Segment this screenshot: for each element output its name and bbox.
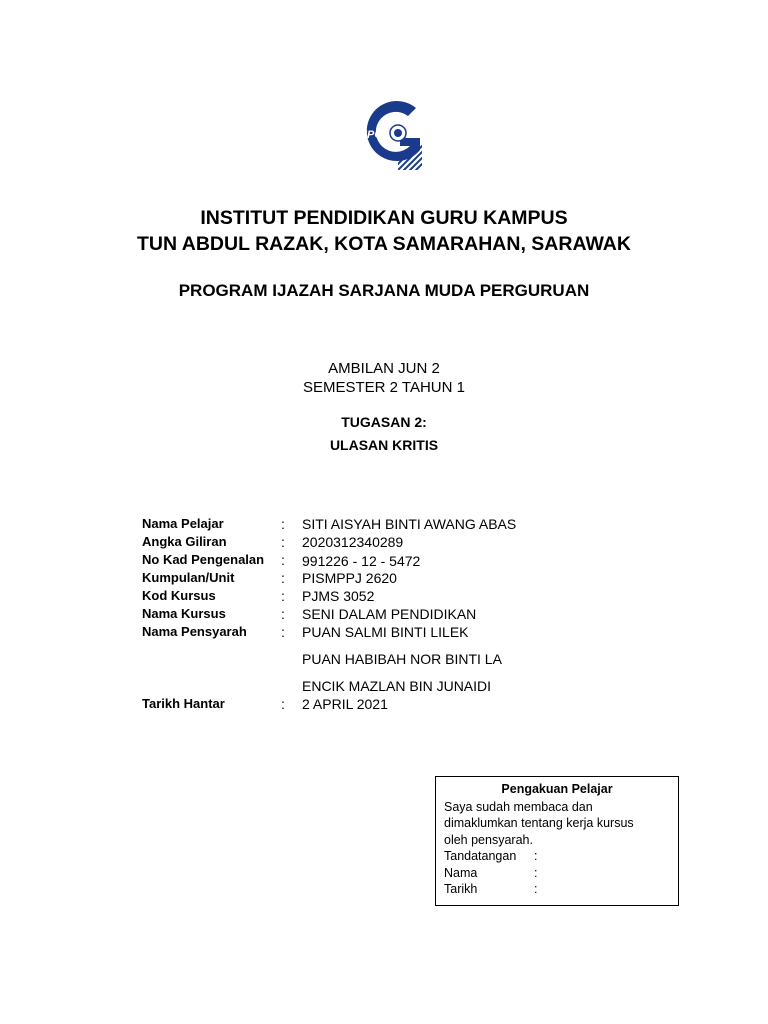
field-label: Tandatangan [444, 849, 517, 863]
info-row-lecturer-3 [142, 677, 642, 695]
info-label: Nama Kursus [142, 606, 226, 621]
info-label: Angka Giliran [142, 534, 227, 549]
declaration-text-line: oleh pensyarah. [444, 832, 533, 847]
info-colon: : [281, 552, 285, 568]
assignment-title: ULASAN KRITIS [329, 437, 439, 453]
info-value: 991226 - 12 - 5472 [302, 553, 421, 569]
info-value: PUAN HABIBAH NOR BINTI LA [302, 651, 502, 667]
info-colon: : [281, 696, 285, 712]
info-colon: : [281, 534, 285, 550]
info-colon: : [281, 624, 285, 640]
assignment-number: TUGASAN 2: [341, 414, 427, 430]
info-row-ic-number [142, 551, 642, 569]
info-row-course-name [142, 605, 642, 623]
info-row-group [142, 569, 642, 587]
info-row-index-number [142, 533, 642, 551]
student-declaration-box [435, 776, 679, 906]
field-label: Nama [444, 865, 478, 880]
info-row-lecturer [142, 623, 642, 641]
intake: AMBILAN JUN 2 [328, 360, 440, 377]
field-label: Tarikh [444, 882, 478, 896]
semester: SEMESTER 2 TAHUN 1 [303, 379, 465, 396]
info-row-student-name [142, 515, 642, 533]
field-colon: : [534, 882, 538, 896]
info-value: ENCIK MAZLAN BIN JUNAIDI [302, 678, 492, 694]
date-field [444, 881, 670, 898]
info-value: SITI AISYAH BINTI AWANG ABAS [302, 516, 517, 532]
declaration-text-line: dimaklumkan tentang kerja kursus [444, 816, 634, 830]
ipg-logo [362, 100, 424, 172]
info-label: Nama Pensyarah [142, 624, 247, 639]
declaration-title: Pengakuan Pelajar [501, 782, 613, 796]
info-colon: : [281, 570, 285, 586]
campus-location: TUN ABDUL RAZAK, KOTA SAMARAHAN, SARAWAK [137, 233, 631, 255]
info-value: PUAN SALMI BINTI LILEK [302, 624, 469, 640]
info-colon: : [281, 588, 285, 604]
logo-text: IPG [364, 129, 383, 141]
signature-field [444, 848, 670, 865]
info-row-submit-date [142, 695, 642, 713]
program-title: PROGRAM IJAZAH SARJANA MUDA PERGURUAN [178, 281, 590, 300]
info-label: Tarikh Hantar [142, 696, 225, 711]
info-label: Kod Kursus [142, 588, 216, 603]
info-value: PISMPPJ 2620 [302, 570, 397, 586]
field-colon: : [534, 865, 538, 880]
field-colon: : [534, 849, 538, 863]
institute-name: INSTITUT PENDIDIKAN GURU KAMPUS [200, 207, 568, 229]
info-row-course-code [142, 587, 642, 605]
info-value: 2 APRIL 2021 [302, 696, 388, 712]
info-value: 2020312340289 [302, 534, 404, 550]
info-row-lecturer-2 [142, 650, 642, 668]
declaration-text-line: Saya sudah membaca dan [444, 799, 593, 814]
info-label: Kumpulan/Unit [142, 570, 235, 585]
info-label: No Kad Pengenalan [142, 552, 265, 567]
info-colon: : [281, 606, 285, 622]
info-value: PJMS 3052 [302, 588, 375, 604]
info-value: SENI DALAM PENDIDIKAN [302, 606, 477, 622]
info-label: Nama Pelajar [142, 516, 224, 531]
info-colon: : [281, 516, 285, 532]
name-field [444, 865, 670, 882]
